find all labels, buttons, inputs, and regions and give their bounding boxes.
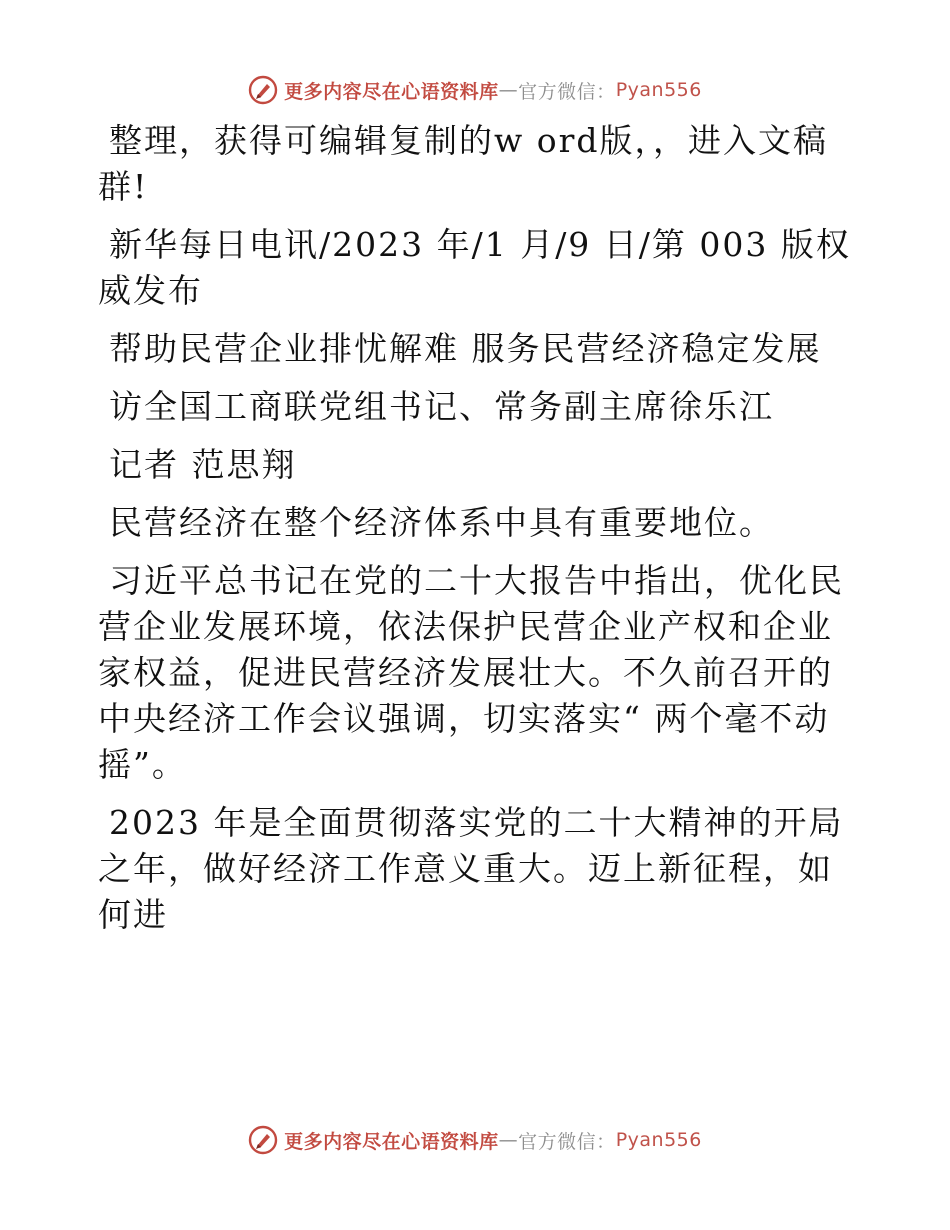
watermark-wechat-id: Pyan556 [615,1129,702,1151]
watermark-wechat-label: 官方微信： [518,80,616,103]
paragraph-intro: 整理，获得可编辑复制的w ord版，，进入文稿群! [98,121,829,206]
watermark-wechat-id: Pyan556 [615,79,702,101]
watermark-title: 更多内容尽在心语资料库 [284,1130,499,1153]
watermark-title: 更多内容尽在心语资料库 [284,80,499,103]
pen-logo-icon [248,75,278,105]
watermark-wechat-label: 官方微信： [518,1130,616,1153]
article-byline: 记者 范思翔 [109,445,297,484]
paragraph-source: 新华每日电讯/2023 年/1 月/9 日/第 003 版权威发布 [98,225,851,310]
footer-watermark [0,1120,950,1160]
watermark-dash: — [498,79,519,101]
pen-logo-icon [248,1125,278,1155]
paragraph-body-1: 民营经济在整个经济体系中具有重要地位。 [109,503,774,542]
watermark-dash: — [498,1129,519,1151]
article-subtitle: 访全国工商联党组书记、常务副主席徐乐江 [109,387,774,426]
paragraph-body-3: 2023 年是全面贯彻落实党的二十大精神的开局之年，做好经济工作意义重大。迈上新征程，如何进 [98,803,844,934]
article-title: 帮助民营企业排忧解难 服务民营经济稳定发展 [109,329,822,368]
document-body [98,118,858,950]
paragraph-body-2: 习近平总书记在党的二十大报告中指出，优化民营企业发展环境，依法保护民营企业产权和企业家权益，促进民营经济发展壮大。不久前召开的中央经济工作会议强调，切实落实“ 两个毫不动摇”。 [98,561,844,784]
header-watermark [0,70,950,110]
